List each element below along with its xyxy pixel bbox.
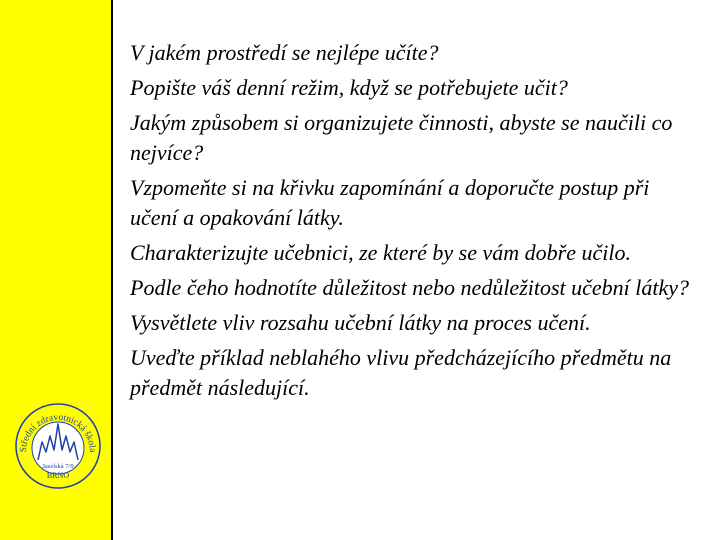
question-item: Vysvětlete vliv rozsahu učební látky na proces učení. <box>130 310 591 335</box>
question-item: Uveďte příklad neblahého vlivu předcházejícího předmětu na předmět následující. <box>130 345 672 400</box>
question-item: V jakém prostředí se nejlépe učíte? <box>130 40 439 65</box>
sidebar <box>0 0 113 540</box>
logo-address: Jaselská 7/9 <box>42 463 74 470</box>
logo-arc-text: Střední zdravotnická škola <box>18 412 98 453</box>
logo-city: BRNO <box>46 471 70 480</box>
question-item: Vzpomeňte si na křivku zapomínání a doporučte postup při učení a opakování látky. <box>130 175 650 230</box>
question-list <box>130 38 700 408</box>
question-item: Podle čeho hodnotíte důležitost nebo nedůležitost učební látky? <box>130 275 690 300</box>
school-logo <box>14 402 102 490</box>
question-item: Charakterizujte učebnici, ze které by se vám dobře učilo. <box>130 240 631 265</box>
question-item: Jakým způsobem si organizujete činnosti, abyste se naučili co nejvíce? <box>130 110 673 165</box>
question-item: Popište váš denní režim, když se potřebujete učit? <box>130 75 568 100</box>
